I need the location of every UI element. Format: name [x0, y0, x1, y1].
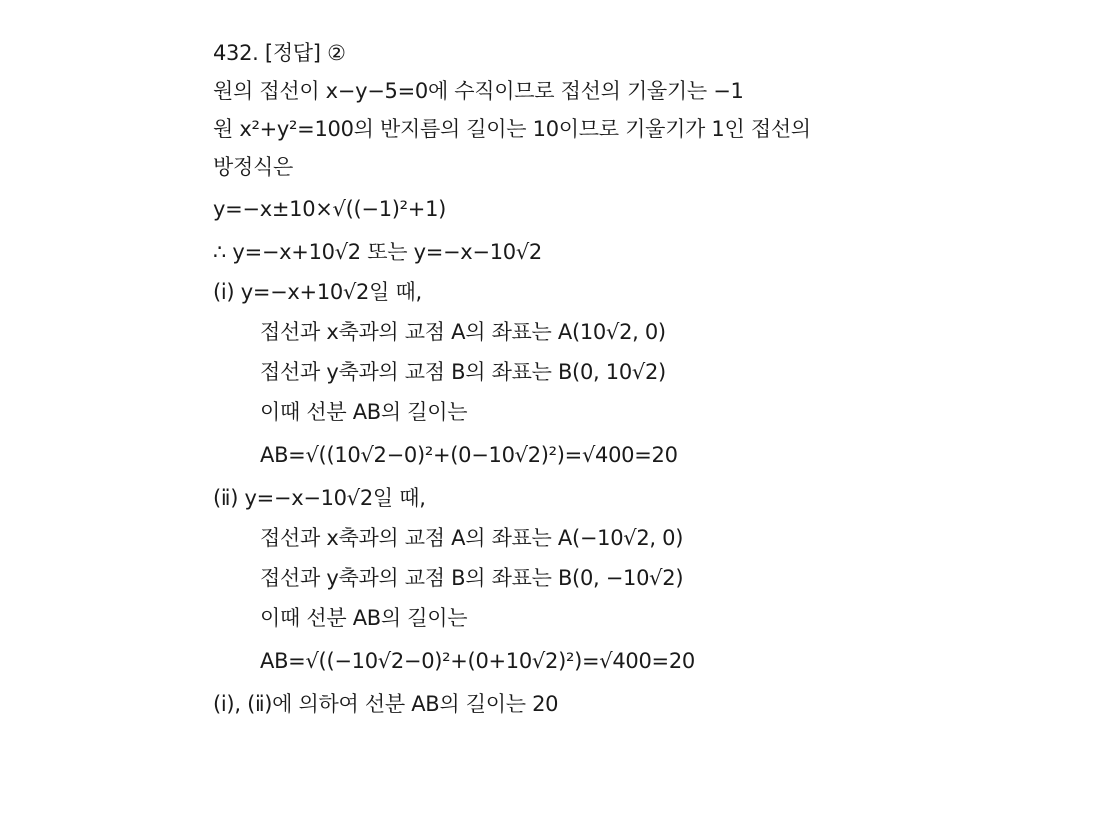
case-2-point-a: 접선과 x축과의 교점 A의 좌표는 A(−10√2, 0) — [260, 526, 684, 550]
case-2-segment-intro: 이때 선분 AB의 길이는 — [260, 606, 468, 630]
solution-line-4: y=−x±10×√((−1)²+1) — [213, 197, 447, 221]
solution-line-2: 원 x²+y²=100의 반지름의 길이는 10이므로 기울기가 1인 접선의 — [213, 117, 811, 141]
case-2-condition: (ⅱ) y=−x−10√2일 때, — [213, 486, 426, 510]
conclusion-line: (ⅰ), (ⅱ)에 의하여 선분 AB의 길이는 20 — [213, 692, 559, 716]
case-2-point-b: 접선과 y축과의 교점 B의 좌표는 B(0, −10√2) — [260, 566, 684, 590]
solution-block — [213, 34, 1073, 724]
case-2-segment-length: AB=√((−10√2−0)²+(0+10√2)²)=√400=20 — [260, 649, 695, 673]
case-1-condition: (ⅰ) y=−x+10√2일 때, — [213, 280, 422, 304]
answer-header: 432. [정답] ② — [213, 41, 346, 65]
case-1-point-b: 접선과 y축과의 교점 B의 좌표는 B(0, 10√2) — [260, 360, 666, 384]
case-1-segment-length: AB=√((10√2−0)²+(0−10√2)²)=√400=20 — [260, 443, 678, 467]
case-1-point-a: 접선과 x축과의 교점 A의 좌표는 A(10√2, 0) — [260, 320, 666, 344]
solution-line-3: 방정식은 — [213, 155, 293, 179]
solution-line-1: 원의 접선이 x−y−5=0에 수직이므로 접선의 기울기는 −1 — [213, 79, 744, 103]
case-1-segment-intro: 이때 선분 AB의 길이는 — [260, 400, 468, 424]
solution-line-5: ∴ y=−x+10√2 또는 y=−x−10√2 — [213, 240, 542, 264]
